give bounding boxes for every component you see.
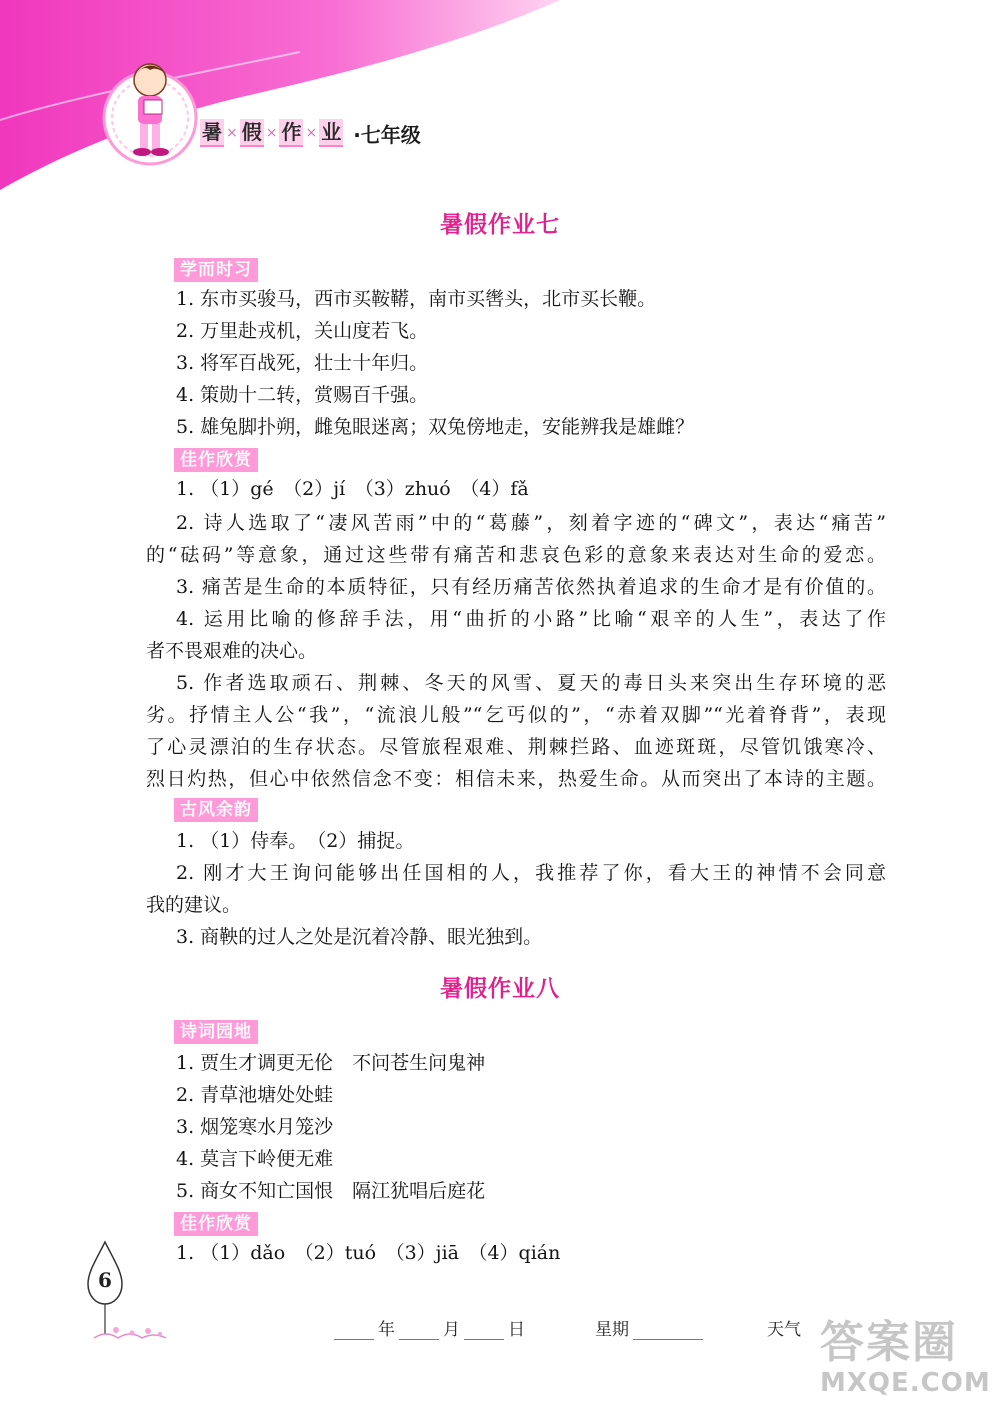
day-label: 日 [508,1320,525,1340]
answer-line: 3. 痛苦是生命的本质特征，只有经历痛苦依然执着追求的生命才是有价值的。 [176,576,886,598]
brand-char: 作 [279,119,303,147]
weekday-label: 星期 [595,1320,629,1340]
grade-label: ·七年级 [353,122,421,147]
answer-line: 1. （1）gé （2）jí （3）zhuó （4）fǎ [176,478,529,500]
watermark [820,1318,1000,1398]
month-blank [399,1321,439,1340]
answer-line: 5. 作者选取顽石、荆棘、冬天的风雪、夏天的毒日头来突出生存环境的恶 [176,672,886,694]
page-number: 6 [98,1268,112,1292]
watermark-logo-text: 答案圈 [820,1317,958,1368]
answer-line: 3. 商鞅的过人之处是沉着冷静、眼光独到。 [176,926,543,948]
answer-line: 1. （1）dǎo （2）tuó （3）jiā （4）qián [176,1242,561,1264]
brand-char: 假 [240,119,264,147]
answer-line: 劣。抒情主人公“我”，“流浪儿般”“乞丐似的”，“赤着双脚”“光着脊背”，表现 [146,704,886,726]
answer-line: 烈日灼热，但心中依然信念不变：相信未来，热爱生命。从而突出了本诗的主题。 [146,768,886,790]
answer-line: 1. 贾生才调更无伦 不问苍生问鬼神 [176,1052,486,1074]
answer-line: 1. 东市买骏马，西市买鞍鞯，南市买辔头，北市买长鞭。 [176,288,657,310]
section-title: 暑假作业七 [440,211,560,238]
answer-line: 3. 将军百战死，壮士十年归。 [176,352,429,374]
year-label: 年 [378,1320,395,1340]
answer-line: 的“砝码”等意象，通过这些带有痛苦和悲哀色彩的意象来表达对生命的爱恋。 [146,544,886,566]
day-blank [464,1321,504,1340]
brand-char: 业 [319,119,343,147]
answer-line: 2. 万里赴戎机，关山度若飞。 [176,320,429,342]
brand-separator: × [226,125,238,141]
header-banner [0,0,1000,200]
month-label: 月 [443,1320,460,1340]
header-title [200,118,421,148]
category-tag: 佳作欣赏 [174,1212,258,1236]
weekday-blank [633,1321,703,1340]
answer-line: 4. 策勋十二转，赏赐百千强。 [176,384,429,406]
answer-line: 5. 商女不知亡国恨 隔江犹唱后庭花 [176,1180,486,1202]
answer-line: 4. 莫言下岭便无难 [176,1148,334,1170]
category-tag: 佳作欣赏 [174,448,258,472]
answer-line: 5. 雄兔脚扑朔，雌兔眼迷离；双兔傍地走，安能辨我是雄雌？ [176,416,695,438]
answer-line: 4. 运用比喻的修辞手法，用“曲折的小路”比喻“艰辛的人生”，表达了作 [176,608,886,630]
answer-line: 3. 烟笼寒水月笼沙 [176,1116,334,1138]
brand-char: 暑 [200,119,224,147]
page-number-drop-icon [86,1238,176,1348]
section-title: 暑假作业八 [440,975,560,1002]
answer-line: 者不畏艰难的决心。 [146,640,318,662]
footer-date-line [330,1310,801,1340]
answer-line: 1. （1）侍奉。 （2）捕捉。 [176,830,415,852]
watermark-url: MXQE.COM [820,1368,991,1398]
category-tag: 学而时习 [174,258,258,282]
weather-label: 天气 [767,1320,801,1340]
year-blank [334,1321,374,1340]
category-tag: 古风余韵 [174,798,258,822]
brand-separator: × [305,125,318,141]
answer-line: 2. 诗人选取了“凄风苦雨”中的“葛藤”，刻着字迹的“碑文”，表达“痛苦” [176,512,886,534]
answer-line: 我的建议。 [146,894,242,916]
brand-label [200,119,343,147]
answer-line: 2. 青草池塘处处蛙 [176,1084,334,1106]
answer-line: 了心灵漂泊的生存状态。尽管旅程艰难、荆棘拦路、血迹斑斑，尽管饥饿寒冷、 [146,736,886,758]
answer-line: 2. 刚才大王询问能够出任国相的人，我推荐了你，看大王的神情不会同意 [176,862,886,884]
category-tag: 诗词园地 [174,1020,258,1044]
brand-separator: × [265,125,278,141]
